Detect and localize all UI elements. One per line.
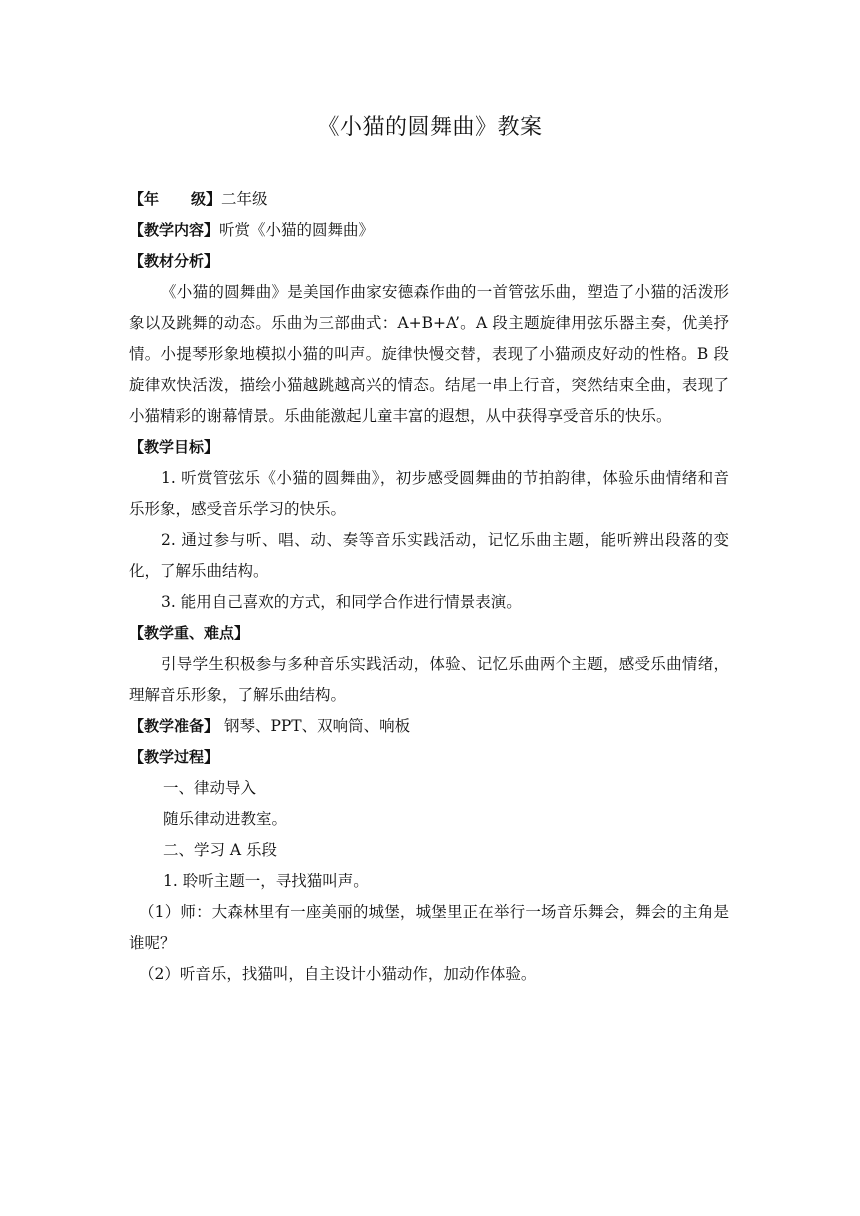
key-points-paragraph: 引导学生积极参与多种音乐实践活动，体验、记忆乐曲两个主题，感受乐曲情绪，理解音乐形象，了解乐曲结构。 <box>129 655 729 704</box>
content-value: 听赏《小猫的圆舞曲》 <box>219 221 375 239</box>
prep-value: 钢琴、PPT、双响筒、响板 <box>223 717 411 735</box>
analysis-heading <box>129 246 729 277</box>
goal-item-1: 1. 听赏管弦乐《小猫的圆舞曲》，初步感受圆舞曲的节拍韵律，体验乐曲情绪和音乐形象，感受音乐学习的快乐。 <box>129 469 729 518</box>
grade-label-end: 级】 <box>191 190 222 208</box>
process-heading-text: 【教学过程】 <box>129 748 220 766</box>
process-step-2-1-a: （1）师：大森林里有一座美丽的城堡，城堡里正在举行一场音乐舞会，舞会的主角是谁呢？ <box>129 903 729 952</box>
process-step-1-text: 随乐律动进教室。 <box>163 810 288 828</box>
key-points-heading-text: 【教学重、难点】 <box>129 624 250 642</box>
goal-item-3: 3. 能用自己喜欢的方式，和同学合作进行情景表演。 <box>161 593 522 611</box>
process-step-2-1-b: （2）听音乐，找猫叫，自主设计小猫动作，加动作体验。 <box>139 965 537 983</box>
goal-item-2: 2. 通过参与听、唱、动、奏等音乐实践活动，记忆乐曲主题，能听辨出段落的变化，了解乐曲结构。 <box>129 531 729 580</box>
process-step-2: 二、学习 A 乐段 <box>163 841 278 859</box>
goals-heading-text: 【教学目标】 <box>129 438 220 456</box>
analysis-heading-text: 【教材分析】 <box>129 252 220 270</box>
grade-label-start: 【年 <box>129 190 160 208</box>
prep-label: 【教学准备】 <box>129 717 220 735</box>
process-heading <box>129 742 729 773</box>
prep-row <box>129 711 729 742</box>
document-body <box>129 184 729 990</box>
process-step-1: 一、律动导入 <box>163 779 257 797</box>
content-label: 【教学内容】 <box>129 221 220 239</box>
process-step-2-1: 1. 聆听主题一，寻找猫叫声。 <box>163 872 369 890</box>
grade-value: 二年级 <box>221 190 268 208</box>
analysis-paragraph: 《小猫的圆舞曲》是美国作曲家安德森作曲的一首管弦乐曲，塑造了小猫的活泼形象以及跳舞的动态。乐曲为三部曲式：A+B+A’。A 段主题旋律用弦乐器主奏，优美抒情。小提琴形象地模拟小猫的叫声。旋律快慢交替，表现了小猫顽皮好动的性格。B 段旋律欢快活泼，描绘小猫越跳越高兴的情态。结尾一串上行音，突然结束全曲，表现了小猫精彩的谢幕情景。乐曲能激起儿童丰富的遐想，从中获得享受音乐的快乐。 <box>129 283 729 425</box>
page-title: 《小猫的圆舞曲》教案 <box>317 115 543 140</box>
content-row <box>129 215 729 246</box>
goals-heading <box>129 432 729 463</box>
grade-row <box>129 184 729 215</box>
key-points-heading <box>129 618 729 649</box>
